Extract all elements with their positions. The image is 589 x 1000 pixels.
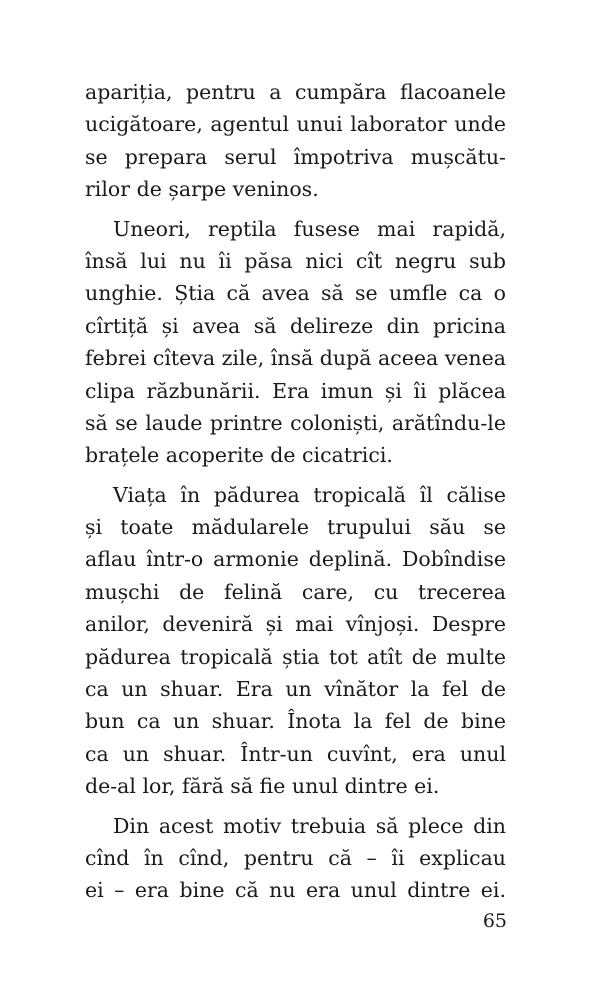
text-line: clipa răzbunării. Era imun și îi plăcea bbox=[85, 378, 506, 403]
text-line: ca un shuar. Era un vînător la fel de bbox=[85, 677, 506, 702]
text-line: apariția, pentru a cumpăra flacoanele bbox=[85, 80, 506, 104]
text-line: cînd în cînd, pentru că – îi explicau bbox=[85, 845, 506, 870]
text-line: ucigătoare, agentul unui laborator unde bbox=[85, 112, 506, 137]
text-line: bun ca un shuar. Înota la fel de bine bbox=[85, 709, 506, 734]
text-line: brațele acoperite de cicatrici. bbox=[85, 443, 393, 468]
text-line: aflau într-o armonie deplină. Dobîndise bbox=[85, 547, 506, 572]
text-line: de-al lor, fără să fie unul dintre ei. bbox=[85, 774, 440, 799]
page-number: 65 bbox=[482, 910, 507, 932]
paragraph bbox=[85, 810, 506, 907]
text-line: unghie. Știa că avea să se umfle ca o bbox=[85, 281, 506, 306]
text-line: se prepara serul împotriva mușcătu- bbox=[85, 144, 506, 169]
text-line: să se laude printre coloniști, arătîndu-le bbox=[85, 410, 506, 435]
text-line: anilor, deveniră și mai vînjoși. Despre bbox=[85, 612, 506, 637]
paragraph bbox=[85, 213, 506, 472]
paragraph bbox=[85, 479, 506, 803]
text-line: ei – era bine că nu era unul dintre ei. bbox=[85, 878, 506, 903]
text-line: febrei cîteva zile, însă după aceea venea bbox=[85, 346, 506, 371]
text-line: pădurea tropicală știa tot atît de multe bbox=[85, 644, 506, 669]
text-line: însă lui nu îi păsa nici cît negru sub bbox=[85, 248, 506, 273]
text-line: cîrtiță și avea să delireze din pricina bbox=[85, 313, 506, 338]
text-line: Din acest motiv trebuia să plece din bbox=[113, 813, 506, 838]
text-line: și toate mădularele trupului său se bbox=[85, 515, 506, 540]
text-line: ca un shuar. Într-un cuvînt, era unul bbox=[85, 741, 506, 766]
paragraph bbox=[85, 76, 506, 206]
body-text bbox=[85, 76, 506, 907]
text-line: rilor de șarpe veninos. bbox=[85, 177, 319, 202]
text-line: mușchi de felină care, cu trecerea bbox=[85, 579, 506, 604]
text-line: Uneori, reptila fusese mai rapidă, bbox=[113, 216, 506, 241]
text-line: Viața în pădurea tropicală îl călise bbox=[113, 482, 506, 507]
